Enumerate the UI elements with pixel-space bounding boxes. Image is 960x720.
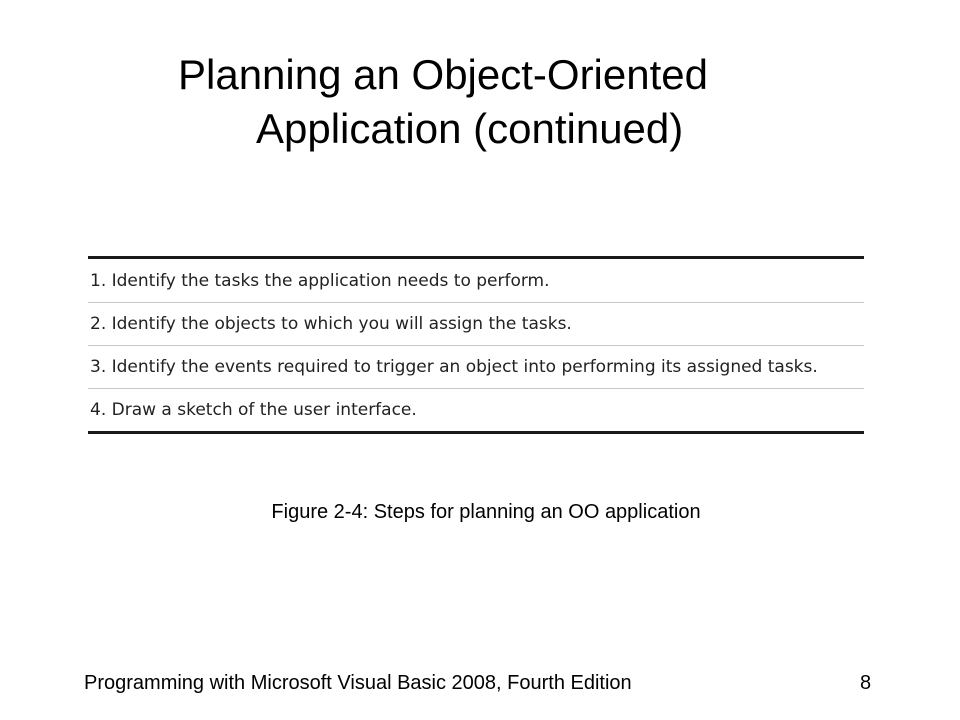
step-row-4: 4. Draw a sketch of the user interface. xyxy=(88,388,864,431)
page-number: 8 xyxy=(860,672,872,694)
footer-text: Programming with Microsoft Visual Basic 2008, Fourth Edition xyxy=(84,672,632,694)
figure-caption: Figure 2-4: Steps for planning an OO application xyxy=(271,501,701,523)
step-row-3: 3. Identify the events required to trigger an object into performing its assigned tasks. xyxy=(88,345,864,388)
slide-title-line-1: Planning an Object-Oriented xyxy=(178,51,708,98)
step-row-2: 2. Identify the objects to which you will assign the tasks. xyxy=(88,302,864,345)
step-row-1: 1. Identify the tasks the application needs to perform. xyxy=(90,270,550,291)
steps-table xyxy=(88,256,864,434)
slide-title-line-2: Application (continued) xyxy=(256,105,684,152)
